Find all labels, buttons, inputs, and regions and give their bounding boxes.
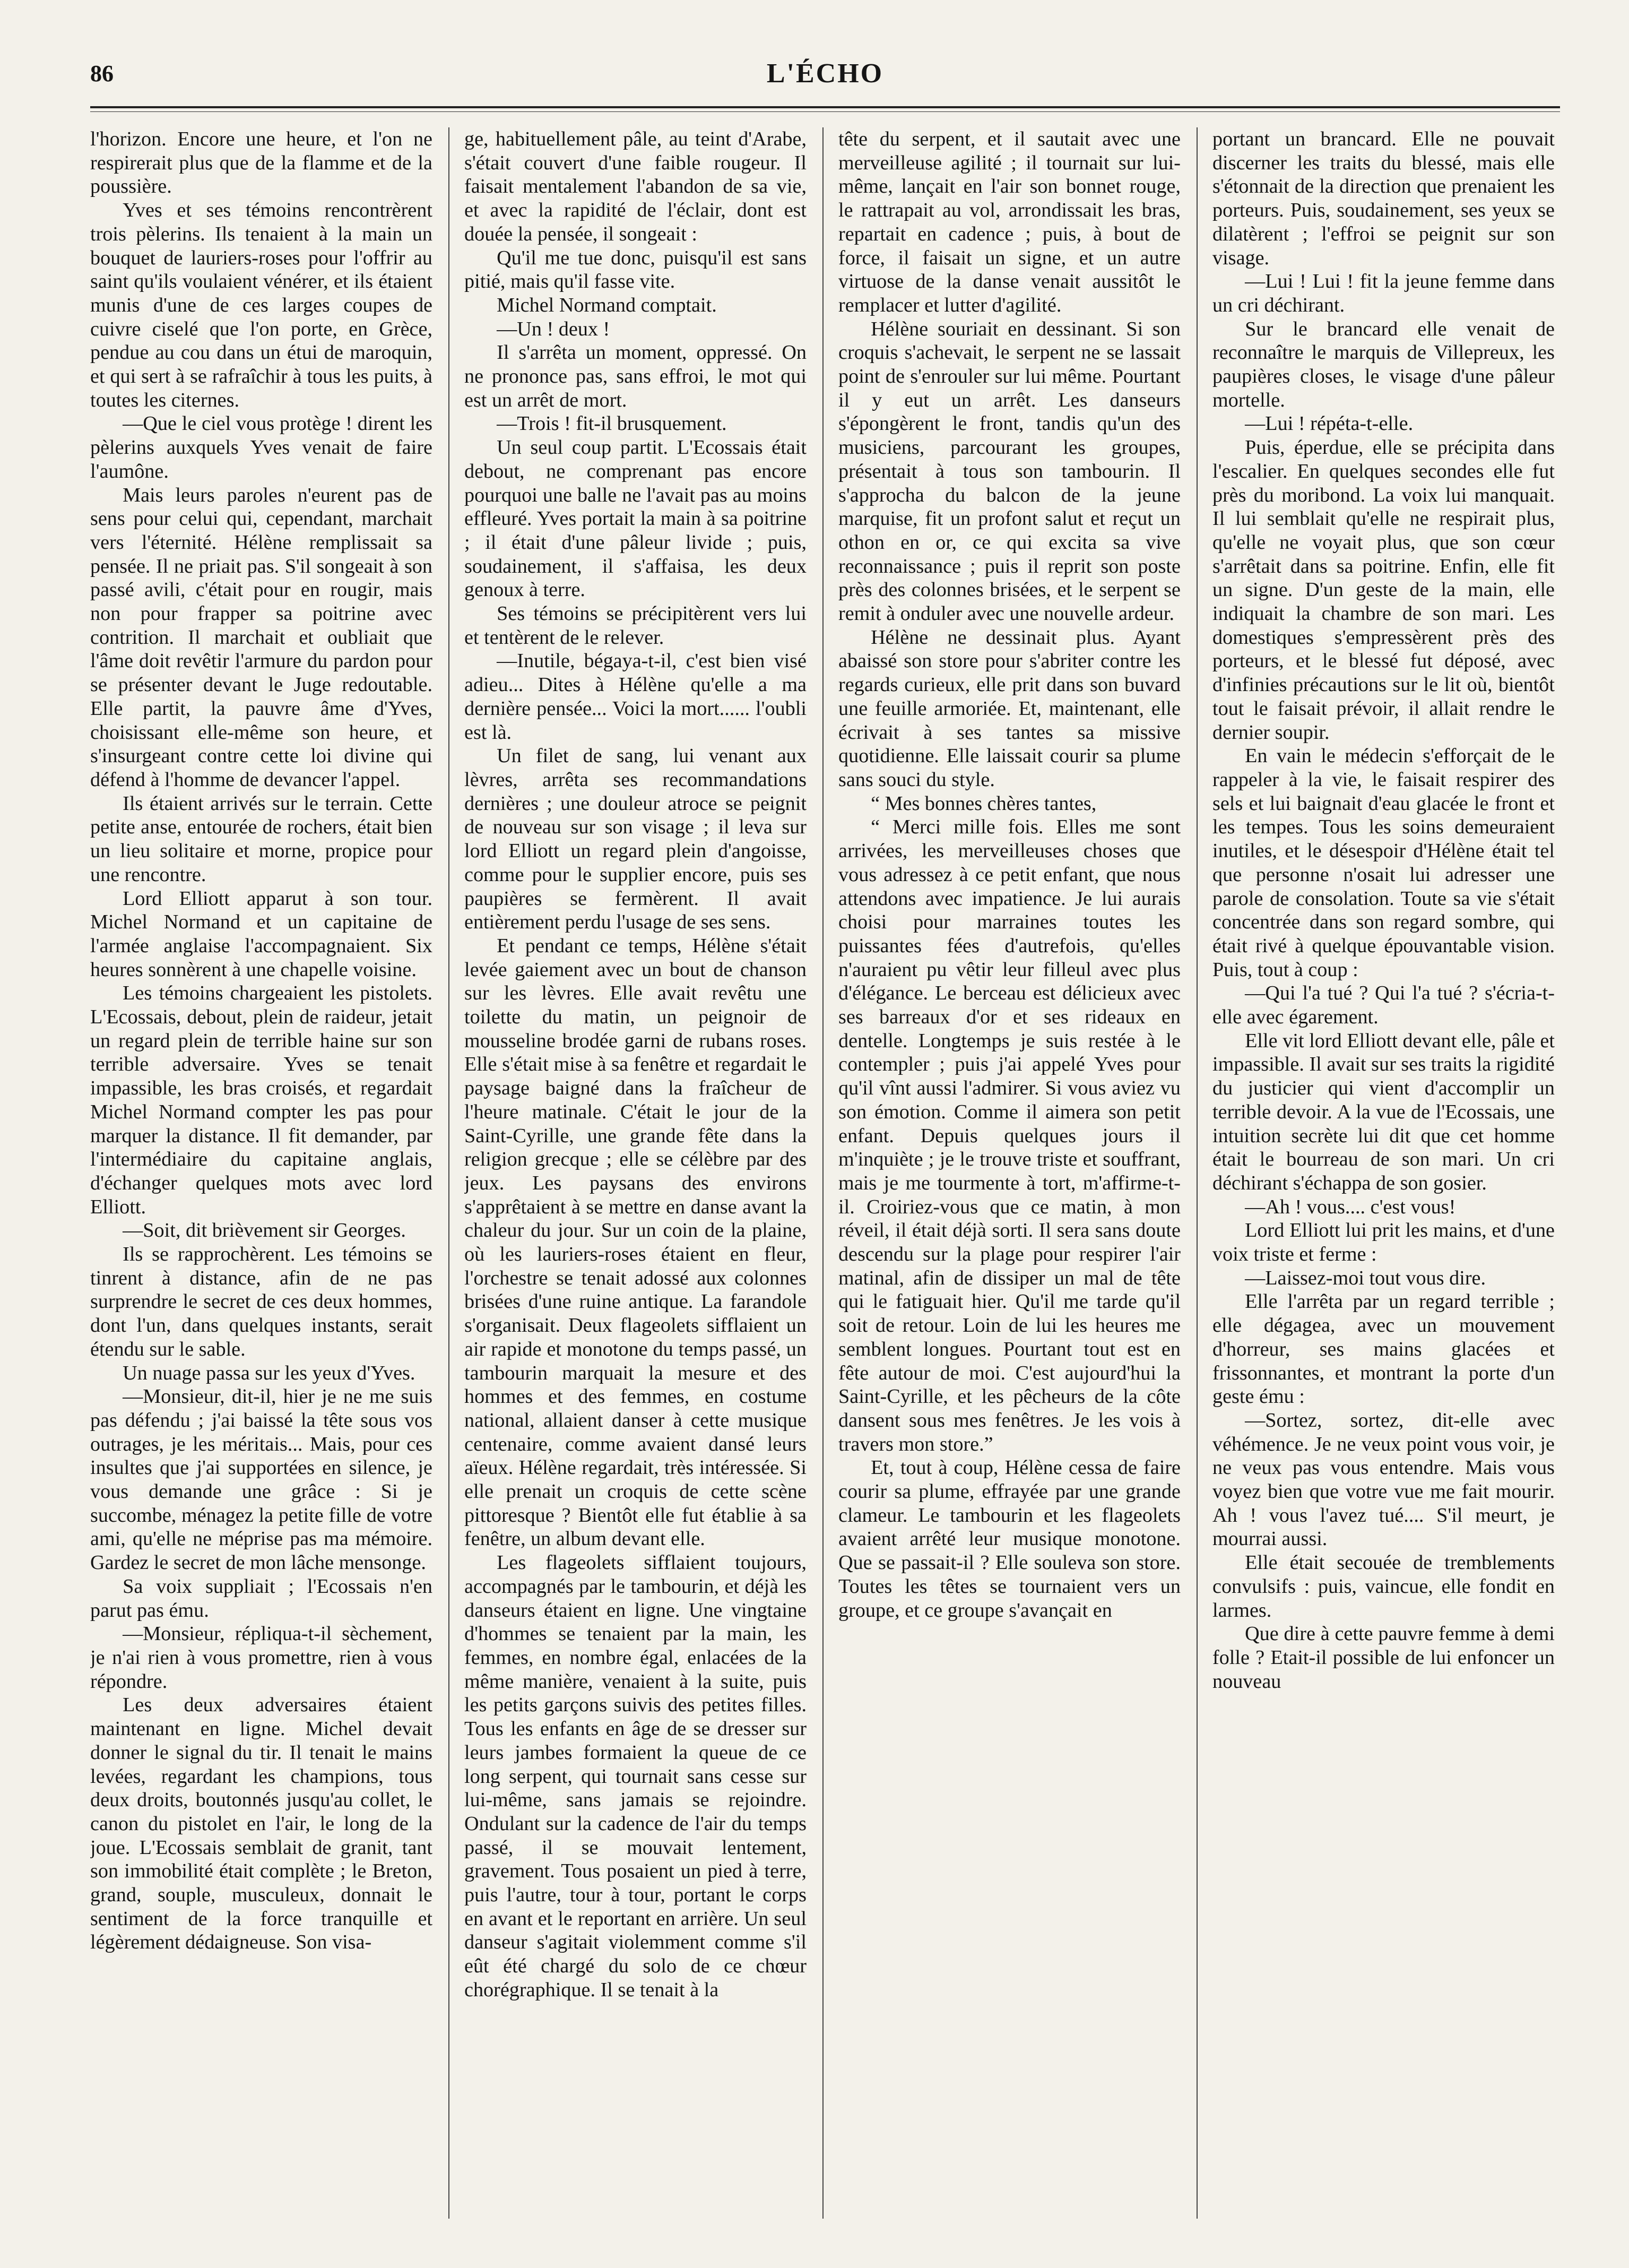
paragraph: Un seul coup partit. L'Ecossais était debout, ne comprenant pas encore pourquoi une balle ne l'avait pas au moins effleuré. Yves portait la main à sa poitrine ; il était d'une pâleur livide ; puis, soudainement, il s'affaisa, les deux genoux à terre. [464, 436, 807, 601]
paragraph: Yves et ses témoins rencontrèrent trois pèlerins. Ils tenaient à la main un bouquet de lauriers-roses pour l'offrir au saint qu'ils voulaient vénérer, et ils étaient munis d'une de ces larges coupes de cuivre ciselé que l'on porte, en Grèce, pendue au cou dans un étui de maroquin, et qui sert à se rafraîchir à tous les puits, à toutes les citernes. [90, 199, 432, 411]
paragraph: —Soit, dit brièvement sir Georges. [123, 1219, 406, 1242]
paragraph: —Monsieur, répliqua-t-il sèchement, je n'ai rien à vous promettre, rien à vous répondre. [90, 1623, 432, 1693]
paragraph: —Un ! deux ! [497, 317, 610, 340]
paragraph: Elle l'arrêta par un regard terrible ; elle dégagea, avec un mouvement d'horreur, ses mains glacées et frissonnantes, et montrant la porte d'un geste ému : [1212, 1290, 1555, 1408]
header-rule-thin [90, 111, 1560, 112]
paragraph: Sa voix suppliait ; l'Ecossais n'en parut pas ému. [90, 1575, 432, 1622]
paragraph: Un filet de sang, lui venant aux lèvres, arrêta ses recommandations dernières ; une douleur atroce se peignit de nouveau sur son visage ; il leva sur lord Elliott un regard plein d'angoisse, comme pour le supplier encore, puis ses paupières se fermèrent. Il avait entièrement perdu l'usage de ses sens. [464, 745, 807, 934]
paragraph: —Qui l'a tué ? Qui l'a tué ? s'écria-t-elle avec égarement. [1212, 982, 1555, 1029]
paragraph: Les flageolets sifflaient toujours, accompagnés par le tambourin, et déjà les danseurs étaient en ligne. Une vingtaine d'hommes se tenaient par la main, les femmes, en nombre égal, enlacées de la même manière, venaient à la suite, puis les petits garçons suivis des petites filles. Tous les enfants en âge de se dresser sur leurs jambes formaient la queue de ce long serpent, qui tournait sans cesse sur lui-même, sans jamais se rejoindre. Ondulant sur la cadence de l'air du temps passé, il se mouvait lentement, gravement. Tous posaient un pied à terre, puis l'autre, tour à tour, portant le corps en avant et le reportant en arrière. Un seul danseur s'agitait violemment comme s'il eût été chargé du solo de ce chœur chorégraphique. Il se tenait à la [464, 1551, 807, 2001]
paragraph: ge, habituellement pâle, au teint d'Arabe, s'était couvert d'une faible rougeur. Il faisait mentalement l'abandon de sa vie, et avec la rapidité de l'éclair, dont est douée la pensée, il songeait : [464, 128, 807, 245]
page-header [90, 50, 1560, 98]
paragraph: “ Mes bonnes chères tantes, [871, 792, 1097, 815]
paragraph: Elle était secouée de tremblements convulsifs : puis, vaincue, elle fondit en larmes. [1212, 1551, 1555, 1622]
paragraph: Qu'il me tue donc, puisqu'il est sans pitié, mais qu'il fasse vite. [464, 246, 807, 293]
article-body [90, 127, 1560, 2219]
journal-title: L'ÉCHO [766, 58, 884, 89]
paragraph: —Sortez, sortez, dit-elle avec véhémence. Je ne veux point vous voir, je ne veux pas vous entendre. Mais vous voyez bien que votre vue me fait mourir. Ah ! vous l'avez tué.... S'il meurt, je mourrai aussi. [1212, 1409, 1555, 1550]
header-rule [90, 106, 1560, 108]
paragraph: —Ah ! vous.... c'est vous! [1245, 1195, 1456, 1218]
paragraph: Lord Elliott apparut à son tour. Michel Normand et un capitaine de l'armée anglaise l'accompagnaient. Six heures sonnèrent à une chapelle voisine. [90, 887, 432, 981]
paragraph: Il s'arrêta un moment, oppressé. On ne prononce pas, sans effroi, le mot qui est un arrêt de mort. [464, 341, 807, 411]
page-number: 86 [90, 61, 114, 87]
paragraph: Michel Normand comptait. [497, 294, 717, 316]
text-column-1 [90, 127, 432, 2219]
paragraph: portant un brancard. Elle ne pouvait discerner les traits du blessé, mais elle s'étonnait de la direction que prenaient les porteurs. Puis, soudainement, ses yeux se dilatèrent ; l'effroi se peignit sur son visage. [1212, 128, 1555, 269]
paragraph: Ils étaient arrivés sur le terrain. Cette petite anse, entourée de rochers, était bien un lieu solitaire et morne, propice pour une rencontre. [90, 792, 432, 886]
paragraph: Ils se rapprochèrent. Les témoins se tinrent à distance, afin de ne pas surprendre le secret de ces deux hommes, dont l'un, dans quelques instants, serait étendu sur le sable. [90, 1243, 432, 1360]
paragraph: Hélène souriait en dessinant. Si son croquis s'achevait, le serpent ne se lassait point de s'enrouler sur lui même. Pourtant il y eut un arrêt. Les danseurs s'épongèrent le front, tandis qu'un des musiciens, parcourant les groupes, présentait à tous son tambourin. Il s'approcha du balcon de la jeune marquise, fit un profont salut et reçut un othon en or, ce qui excita sa vive reconnaissance ; puis il reprit son poste près des colonnes brisées, et le serpent se remit à onduler avec une nouvelle ardeur. [838, 317, 1181, 625]
paragraph: Lord Elliott lui prit les mains, et d'une voix triste et ferme : [1212, 1219, 1555, 1266]
text-column-4 [1212, 127, 1555, 2219]
paragraph: Et pendant ce temps, Hélène s'était levée gaiement avec un bout de chanson sur les lèvres. Elle avait revêtu une toilette du matin, un peignoir de mousseline brodée garni de rubans roses. Elle s'était mise à sa fenêtre et regardait le paysage baigné dans la fraîcheur de l'heure matinale. C'était le jour de la Saint-Cyrille, une grande fête dans la religion grecque ; elle se célèbre par des jeux. Les paysans des environs s'apprêtaient à se mettre en danse avant la chaleur du jour. Sur un coin de la plaine, où les lauriers-roses étaient en fleur, l'orchestre se tenait adossé aux colonnes brisées d'une ruine antique. La farandole s'organisait. Deux flageolets sifflaient un air rapide et monotone du temps passé, un tambourin marquait la mesure et des hommes et des femmes, en costume national, allaient danser à cette musique centenaire, comme avaient dansé leurs aïeux. Hélène regardait, très intéressée. Si elle prenait un croquis de cette scène pittoresque ? Bientôt elle fut établie à sa fenêtre, un album devant elle. [464, 934, 807, 1550]
text-column-3 [838, 127, 1181, 2219]
paragraph: En vain le médecin s'efforçait de le rappeler à la vie, le faisait respirer des sels et lui baignait d'eau glacée le front et les tempes. Tous les soins demeuraient inutiles, et le désespoir d'Hélène était tel que personne n'osait lui adresser une parole de consolation. Toute sa vie s'était concentrée dans son regard sombre, qui était rivé à quelque épouvantable vision. Puis, tout à coup : [1212, 745, 1555, 981]
paragraph: —Trois ! fit-il brusquement. [497, 412, 727, 435]
paragraph: Un nuage passa sur les yeux d'Yves. [123, 1361, 415, 1384]
paragraph: —Lui ! Lui ! fit la jeune femme dans un cri déchirant. [1212, 270, 1555, 316]
paragraph: Ses témoins se précipitèrent vers lui et tentèrent de le relever. [464, 602, 807, 649]
paragraph: “ Merci mille fois. Elles me sont arrivées, les merveilleuses choses que vous adressez à ce petit enfant, que nous attendons avec impatience. Je lui aurais choisi pour marraines toutes les puissantes fées d'autrefois, qu'elles n'auraient pu vêtir leur filleul avec plus d'élégance. Le berceau est délicieux avec ses barreaux d'or et ses rideaux en dentelle. Longtemps je suis restée à le contempler ; puis j'ai appelé Yves pour qu'il vînt aussi l'admirer. Si vous aviez vu son émotion. Comme il aimera son petit enfant. Depuis quelques jours il m'inquiète ; je le trouve triste et souffrant, mais je me tourmente à tort, m'affirme-t-il. Croiriez-vous que ce matin, à mon réveil, il était déjà sorti. Il sera sans doute descendu sur la plage pour respirer l'air matinal, afin de dissiper un mal de tête qui le fatiguait hier. Qu'il me tarde qu'il soit de retour. Loin de lui les heures me semblent longues. Pourtant tout est en fête autour de moi. C'est aujourd'hui la Saint-Cyrille, et les pêcheurs de la côte dansent sous mes fenêtres. Je les vois à travers mon store.” [838, 816, 1181, 1455]
paragraph: l'horizon. Encore une heure, et l'on ne respirerait plus que de la flamme et de la poussière. [90, 128, 432, 198]
paragraph: —Lui ! répéta-t-elle. [1245, 412, 1414, 435]
paragraph: Et, tout à coup, Hélène cessa de faire courir sa plume, effrayée par une grande clameur. Le tambourin et les flageolets avaient arrêté leur musique monotone. Que se passait-il ? Elle souleva son store. Toutes les têtes se tournaient vers un groupe, et ce groupe s'avançait en [838, 1456, 1181, 1622]
paragraph: Puis, éperdue, elle se précipita dans l'escalier. En quelques secondes elle fut près du moribond. La voix lui manquait. Il lui semblait qu'elle ne respirait plus, qu'elle ne voyait plus, que son cœur s'arrêtait dans sa poitrine. Enfin, elle fit un signe. D'un geste de la main, elle indiquait la chambre de son mari. Les domestiques s'empressèrent près des porteurs, et le blessé fut déposé, avec d'infinies précautions sur le lit où, bientôt tout le faisait prévoir, il allait rendre le dernier soupir. [1212, 436, 1555, 744]
paragraph: —Laissez-moi tout vous dire. [1245, 1266, 1486, 1289]
paragraph: —Que le ciel vous protège ! dirent les pèlerins auxquels Yves venait de faire l'aumône. [90, 412, 432, 482]
paragraph: tête du serpent, et il sautait avec une merveilleuse agilité ; il tournait sur lui-même, lançait en l'air son bonnet rouge, le rattrapait au vol, arrondissait les bras, repartait en cadence ; puis, à bout de force, il faisait un signe, et un autre virtuose de la danse venait aussitôt le remplacer et lutter d'agilité. [838, 128, 1181, 316]
paragraph: —Monsieur, dit-il, hier je ne me suis pas défendu ; j'ai baissé la tête sous vos outrages, je les méritais... Mais, pour ces insultes que j'ai supportées en silence, je vous demande une grâce : Si je succombe, ménagez la petite fille de votre ami, qu'elle ne méprise pas ma mémoire. Gardez le secret de mon lâche mensonge. [90, 1385, 432, 1574]
paragraph: Les témoins chargeaient les pistolets. L'Ecossais, debout, plein de raideur, jetait un regard plein de terrible haine sur son terrible adversaire. Yves se tenait impassible, les bras croisés, et regardait Michel Normand compter les pas pour marquer la distance. Il fit demander, par l'intermédiaire du capitaine anglais, d'échanger quelques mots avec lord Elliott. [90, 982, 432, 1218]
text-column-2 [464, 127, 807, 2219]
paragraph: Mais leurs paroles n'eurent pas de sens pour celui qui, cependant, marchait vers l'éternité. Hélène remplissait sa pensée. Il ne priait pas. S'il songeait à son passé avili, c'était pour en rougir, mais non pour frapper sa poitrine avec contrition. Il marchait et oubliait que l'âme doit revêtir l'armure du pardon pour se présenter devant le Juge redoutable. Elle partit, la pauvre âme d'Yves, choisissant elle-même son heure, et s'insurgeant contre cette loi divine qui défend à l'homme de devancer l'appel. [90, 484, 432, 791]
paragraph: Que dire à cette pauvre femme à demi folle ? Etait-il possible de lui enfoncer un nouveau [1212, 1623, 1555, 1693]
paragraph: Les deux adversaires étaient maintenant en ligne. Michel devait donner le signal du tir. Il tenait le mains levées, regardant les champions, tous deux droits, boutonnés jusqu'au collet, le canon du pistolet en l'air, le long de la joue. L'Ecossais semblait de granit, tant son immobilité était complète ; le Breton, grand, souple, musculeux, donnait le sentiment de la force tranquille et légèrement dédaigneuse. Son visa- [90, 1694, 432, 1954]
paragraph: Hélène ne dessinait plus. Ayant abaissé son store pour s'abriter contre les regards curieux, elle prit dans son buvard une feuille armoriée. Et, maintenant, elle écrivait à ses tantes sa missive quotidienne. Elle laissait courir sa plume sans souci du style. [838, 626, 1181, 791]
paragraph: Sur le brancard elle venait de reconnaître le marquis de Villepreux, les paupières closes, le visage d'une pâleur mortelle. [1212, 317, 1555, 411]
paragraph: Elle vit lord Elliott devant elle, pâle et impassible. Il avait sur ses traits la rigidité du justicier qui vient d'accomplir un terrible devoir. A la vue de l'Ecossais, une intuition secrète lui dit que cet homme était le bourreau de son mari. Un cri déchirant s'échappa de son gosier. [1212, 1029, 1555, 1194]
paragraph: —Inutile, bégaya-t-il, c'est bien visé adieu... Dites à Hélène qu'elle a ma dernière pensée... Voici la mort...... l'oubli est là. [464, 650, 807, 744]
